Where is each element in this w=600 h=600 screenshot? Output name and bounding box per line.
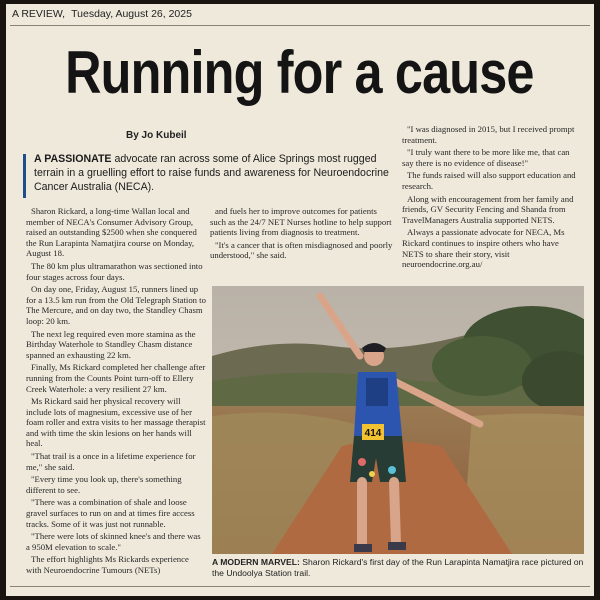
paragraph: and fuels her to improve outcomes for patients such as the 24/7 NET Nurses hotline to help support patients living from diagnosis to treatment.	[210, 206, 392, 238]
standfirst-accent-bar	[23, 154, 26, 198]
caption-text: Sharon Rickard's first day of the Run Larapinta Namatjira race pictured on the Undoolya Station trail.	[212, 557, 584, 578]
standfirst-text: advocate ran across some of Alice Springs most rugged terrain in a gruelling effort to raise funds and awareness for Neuroendocrine Cancer Australia (NECA).	[34, 153, 389, 193]
paragraph: Always a passionate advocate for NECA, Ms Rickard continues to inspire others who have NETS to share their story, visit neuroendocrine.org.au/	[402, 227, 565, 270]
paragraph: "It's a cancer that is often misdiagnosed and poorly understood," she said.	[210, 239, 393, 261]
masthead	[12, 8, 572, 22]
issue-date: Tuesday, August 26, 2025	[71, 8, 192, 20]
paragraph: Ms Rickard said her physical recovery will include lots of magnesium, excessive use of her foam roller and extra visits to her massage therapist and with time the skin lesions on her hands will heal.	[26, 396, 206, 449]
standfirst	[34, 152, 394, 194]
paragraph: "That trail is a once in a lifetime experience for me," she said.	[26, 451, 196, 472]
paragraph: The funds raised will also support education and research.	[402, 170, 576, 191]
byline: By Jo Kubeil	[126, 130, 187, 141]
paragraph: "I truly want there to be more like me, that can say there is no evidence of disease!"	[402, 147, 570, 168]
runner-photo	[212, 286, 584, 554]
article-column-1	[26, 206, 206, 578]
paragraph: The effort highlights Ms Rickards experience with Neuroendocrine Tumours (NETs)	[26, 554, 189, 575]
paragraph: On day one, Friday, August 15, runners lined up for a 13.5 km run from the Old Telegraph Station to The Mercure, and on day two, the Standley Chasm loop: 20 km.	[26, 284, 206, 326]
bottom-rule	[10, 586, 590, 587]
paragraph: Sharon Rickard, a long-time Wallan local and member of NECA's Consumer Advisory Group, raised an outstanding $2500 when she conquered the Run Larapinta Namatjira course on Monday, August 18.	[26, 206, 197, 259]
article-column-2	[210, 206, 394, 263]
photo-caption	[212, 557, 592, 579]
paragraph: "There were lots of skinned knee's and there was a 950M elevation to scale."	[26, 531, 201, 552]
paragraph: Along with encouragement from her family and friends, GV Security Fencing and Shanda from TravelManagers Australia supported NETS.	[402, 193, 574, 225]
paragraph: "I was diagnosed in 2015, but I received prompt treatment.	[402, 124, 575, 145]
headline: Running for a cause	[65, 39, 534, 106]
top-rule	[10, 25, 590, 26]
paragraph: "Every time you look up, there's something different to see.	[26, 474, 182, 495]
bib-number: 414	[364, 428, 382, 439]
paragraph: Finally, Ms Rickard completed her challenge after running from the Counts Point turn-off to Ellery Creek Waterhole: a very resilient 27 km.	[26, 362, 206, 394]
standfirst-lead: A PASSIONATE	[34, 153, 112, 165]
newspaper-page	[6, 4, 594, 596]
paragraph: The 80 km plus ultramarathon was sectioned into four stages across four days.	[26, 260, 203, 282]
paragraph: "There was a combination of shale and loose gravel surfaces to run on and at times fire access tracks. Some of it was just not runnable.	[26, 497, 195, 529]
section-name: A REVIEW,	[12, 8, 66, 20]
caption-label: A MODERN MARVEL:	[212, 557, 300, 567]
article-column-3	[402, 124, 582, 272]
paragraph: The next leg required even more stamina as the Birthday Waterhole to Standley Chasm distance spanned an exhausting 22 km.	[26, 328, 196, 360]
